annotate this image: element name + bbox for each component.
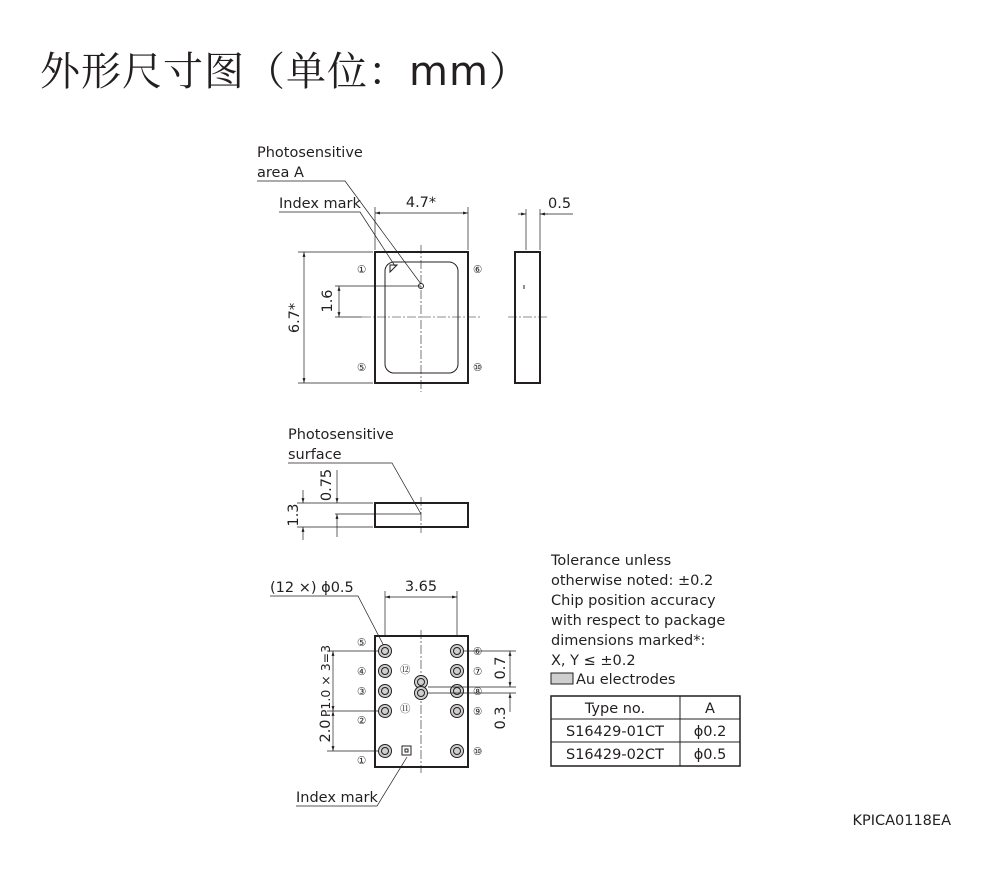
pin-4-label-bottom: ④: [357, 666, 367, 678]
top-view: [257, 145, 482, 392]
page-title: 外形尺寸图（单位：mm）: [40, 49, 530, 95]
au-electrode-legend-label: Au electrodes: [576, 672, 676, 688]
pitch-dimension: P1.0 × 3=3: [318, 644, 333, 718]
right-side-view: [508, 196, 573, 383]
pin-10-label-bottom: ⑩: [473, 746, 483, 758]
photosensitive-window: [385, 262, 458, 373]
package-height-dimension: 1.3: [286, 503, 302, 527]
photosensitive-surface-label: Photosensitive: [288, 427, 394, 443]
right-offset-bottom-dimension: 0.3: [493, 706, 509, 730]
width-dimension: 4.7*: [405, 195, 437, 211]
center-electrodes: [415, 676, 428, 700]
drawing-code: KPICA0118EA: [852, 813, 951, 829]
note-line-5: dimensions marked*:: [551, 633, 706, 649]
pin-1-label: ①: [357, 264, 367, 276]
table-header-type: Type no.: [584, 701, 646, 717]
pin-10-label: ⑩: [473, 362, 483, 374]
bottom-view: [270, 579, 516, 806]
hole-count-label: (12 ×) ϕ0.5: [270, 580, 354, 596]
height-dimension: 6.7*: [287, 302, 303, 334]
pin-7-label-bottom: ⑦: [473, 666, 483, 678]
tolerance-notes: [550, 553, 725, 688]
pin-2-label-bottom: ②: [357, 715, 367, 727]
index-mark-leader: [279, 212, 395, 266]
note-line-6: X, Y ≤ ±0.2: [551, 653, 636, 669]
table-cell-a-1: ϕ0.2: [693, 724, 727, 740]
note-line-2: otherwise noted: ±0.2: [551, 573, 714, 589]
table-cell-a-2: ϕ0.5: [693, 747, 727, 763]
note-line-3: Chip position accuracy: [551, 593, 716, 609]
thickness-dimension: 0.5: [548, 196, 572, 212]
pin-5-label-bottom: ⑤: [357, 637, 367, 649]
pin-11-label: ⑪: [400, 703, 411, 715]
pin-3-label-bottom: ③: [357, 686, 367, 698]
pin-9-label-bottom: ⑨: [473, 706, 483, 718]
pin-8-label-bottom: ⑧: [473, 686, 483, 698]
pad-span-dimension: 3.65: [404, 579, 438, 595]
photosensitive-area-label-2: area A: [257, 165, 304, 181]
photosensitive-surface-leader: [288, 463, 421, 514]
type-table: [551, 696, 740, 766]
bottom-offset-dimension: 2.0: [318, 719, 334, 743]
index-mark-label: Index mark: [279, 196, 361, 212]
note-line-4: with respect to package: [551, 613, 726, 629]
side-package-outline: [515, 252, 540, 383]
au-electrode-legend-swatch: [551, 673, 573, 684]
right-offset-top-dimension: 0.7: [493, 656, 509, 680]
pin-5-label: ⑤: [357, 362, 367, 374]
depth-dimension: 0.75: [319, 468, 335, 502]
table-header-a: A: [705, 701, 715, 717]
hole-leader: [270, 596, 385, 648]
front-side-view: [286, 427, 468, 540]
table-cell-type-1: S16429-01CT: [566, 724, 664, 740]
package-outline: [375, 252, 468, 383]
table-cell-type-2: S16429-02CT: [566, 747, 664, 763]
pin-1-label-bottom: ①: [357, 755, 367, 767]
note-line-1: Tolerance unless: [551, 553, 672, 569]
photosensitive-surface-label-2: surface: [288, 447, 342, 463]
pin-12-label: ⑫: [400, 664, 411, 676]
right-electrodes: [451, 645, 464, 758]
left-electrodes: [379, 645, 392, 758]
photosensitive-area-label: Photosensitive: [257, 145, 363, 161]
bottom-index-mark: [402, 746, 411, 755]
bottom-index-mark-label: Index mark: [296, 790, 378, 806]
offset-dimension: 1.6: [320, 289, 336, 313]
index-mark: [390, 265, 397, 272]
pin-6-label: ⑥: [473, 264, 483, 276]
pin-6-label-bottom: ⑥: [473, 646, 483, 658]
side-package-outline-front: [375, 503, 468, 527]
